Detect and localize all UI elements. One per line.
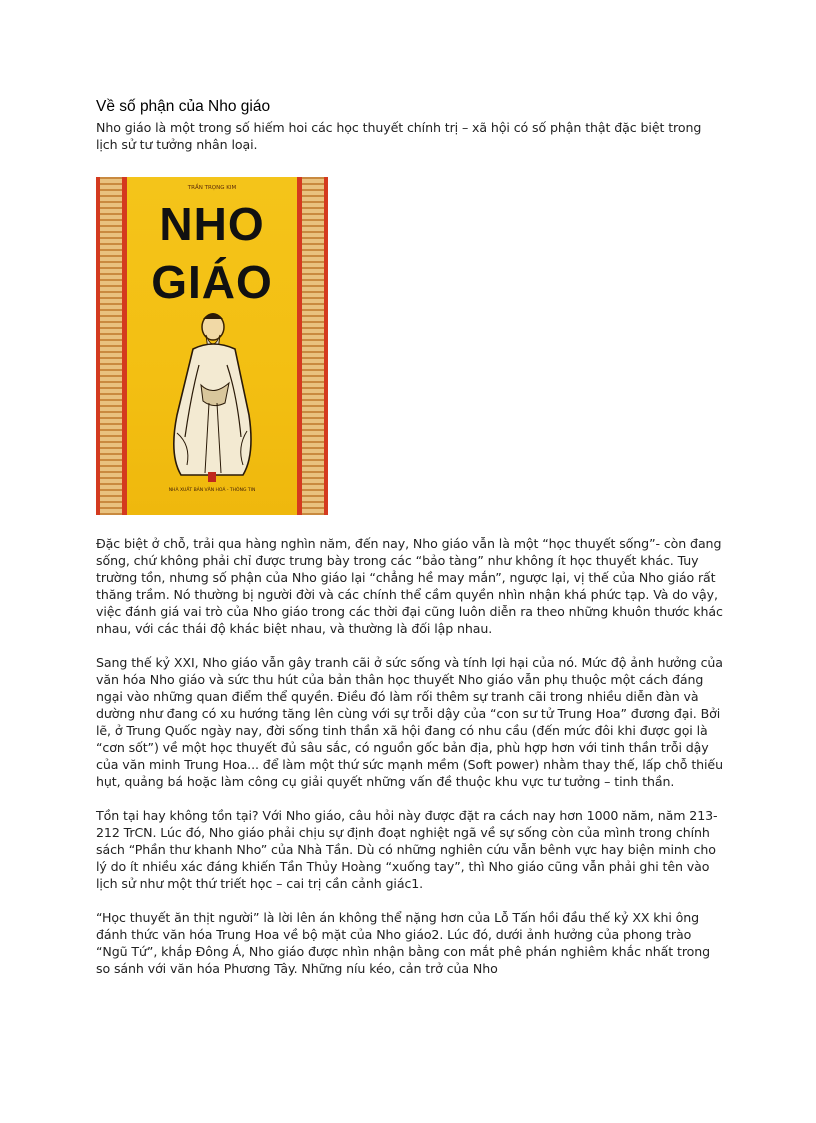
cover-author: TRẦN TRỌNG KIM xyxy=(187,185,237,191)
body-paragraph-4: “Học thuyết ăn thịt người” là lời lên án không thể nặng hơn của Lỗ Tấn hồi đầu thế kỷ XX khi ông đánh thức văn hóa Trung Hoa về bộ mặt của Nho giáo2. Lúc đó, dưới ảnh hưởng của phong trào “Ngũ Tứ”, khắp Đông Á, Nho giáo được nhìn nhận bằng con mắt phê phán nghiêm khắc nhất trong so sánh với văn hóa Phương Tây. Những níu kéo, cản trở của Nho xyxy=(96,910,711,976)
publisher-logo xyxy=(208,472,216,482)
cover-title-line1: NHO xyxy=(159,198,265,250)
intro-paragraph: Nho giáo là một trong số hiếm hoi các học thuyết chính trị – xã hội có số phận thật đặc biệt trong lịch sử tư tưởng nhân loại. xyxy=(96,120,702,152)
confucius-figure-icon xyxy=(151,305,273,480)
cover-ornament-right xyxy=(302,177,324,515)
body-paragraph-1: Đặc biệt ở chỗ, trải qua hàng nghìn năm, đến nay, Nho giáo vẫn là một “học thuyết sống”- còn đang sống, chứ không phải chỉ được trưng bày trong các “bảo tàng” như không ít học thuyết khác. Tuy trường tồn, nhưng số phận của Nho giáo lại “chẳng hề may mắn”, ngược lại, vị thế của Nho giáo rất thăng trầm. Nó thường bị người đời và các chính thể cầm quyền nhìn nhận khá phức tạp. Và do vậy, việc đánh giá vai trò của Nho giáo trong các thời đại cũng luôn diễn ra theo những khuôn thước khác nhau, với các thái độ khác biệt nhau, và thường là đối lập nhau. xyxy=(96,536,723,636)
cover-panel xyxy=(127,177,297,515)
cover-ornament-left xyxy=(100,177,122,515)
body-paragraph-3: Tồn tại hay không tồn tại? Với Nho giáo, câu hỏi này được đặt ra cách nay hơn 1000 năm, năm 213-212 TrCN. Lúc đó, Nho giáo phải chịu sự định đoạt nghiệt ngã về sự sống còn của mình trong chính sách “Phần thư khanh Nho” của Nhà Tần. Dù có những nghiên cứu vẫn bênh vực hay biện minh cho lý do ít nhiều xác đáng khiến Tần Thủy Hoàng “xuống tay”, thì Nho giáo cũng vẫn phải ghi tên vào lịch sử như một thứ triết học – cai trị cần cảnh giác1. xyxy=(96,808,718,891)
cover-publisher: NHÀ XUẤT BẢN VĂN HOÁ - THÔNG TIN xyxy=(168,488,256,493)
cover-title-line2: GIÁO xyxy=(151,256,273,308)
body-paragraph-2: Sang thế kỷ XXI, Nho giáo vẫn gây tranh cãi ở sức sống và tính lợi hại của nó. Mức độ ảnh hưởng của văn hóa Nho giáo và sức thu hút của bản thân học thuyết Nho giáo vẫn phụ thuộc một cách đáng ngại vào những quan điểm thể quyền. Điều đó làm rối thêm sự tranh cãi trong nhiều diễn đàn và dường như đang có xu hướng tăng lên cùng với sự trỗi dậy của “con sư tử Trung Hoa” đương đại. Bởi lẽ, ở Trung Quốc ngày nay, đời sống tinh thần xã hội đang có nhu cầu (đến mức đôi khi được gọi là “cơn sốt”) về một học thuyết đủ sâu sắc, có nguồn gốc bản địa, phù hợp hơn với tinh thần trỗi dậy của văn minh Trung Hoa... để làm một thứ sức mạnh mềm (Soft power) nhằm thay thế, lấp chỗ thiếu hụt, quảng bá hoặc làm công cụ giải quyết những vấn đề thuộc khu vực tư tưởng – tinh thần. xyxy=(96,655,723,789)
book-cover-image xyxy=(96,177,328,515)
document-page xyxy=(96,98,726,977)
article-title: Về số phận của Nho giáo xyxy=(96,98,271,115)
